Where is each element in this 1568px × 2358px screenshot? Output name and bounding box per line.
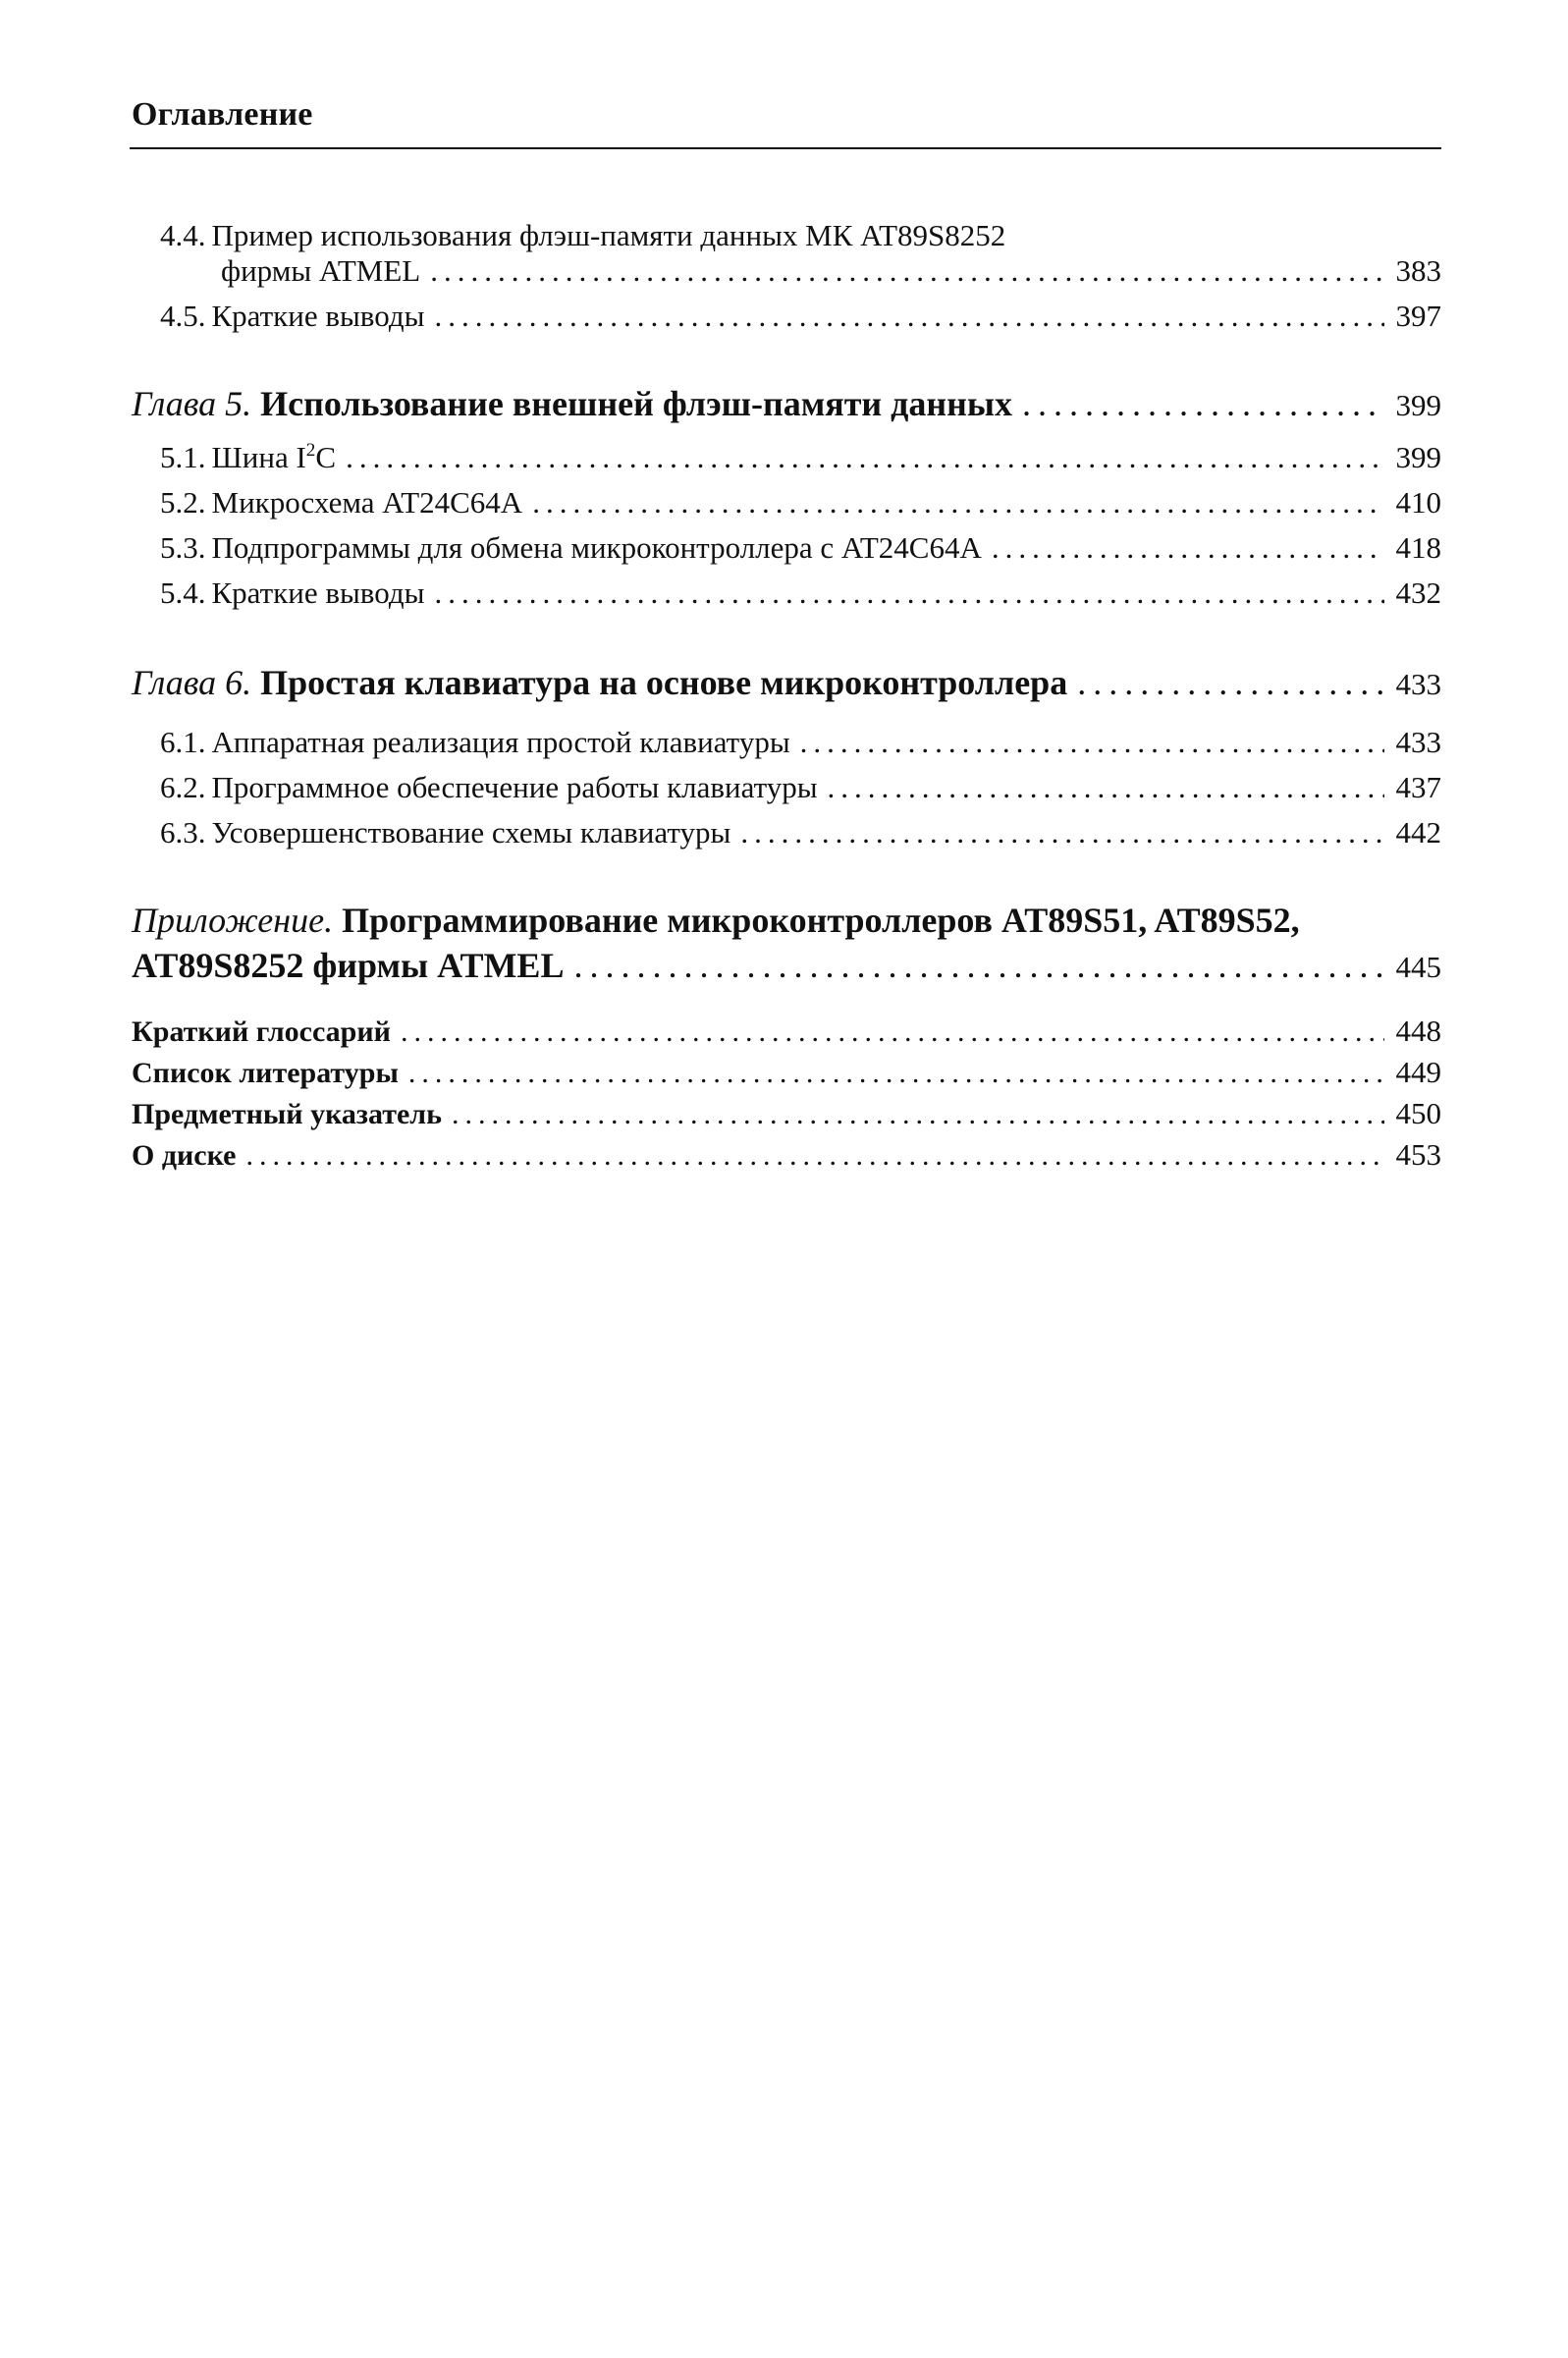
- toc-entry-5-4[interactable]: [160, 576, 1441, 611]
- section-number: 5.3.: [160, 530, 206, 565]
- dot-leader: [992, 530, 1384, 566]
- page-number: 397: [1395, 299, 1441, 333]
- section-number: 6.1.: [160, 725, 206, 759]
- toc-entry-4-5[interactable]: [160, 299, 1441, 334]
- toc-entry-6-3[interactable]: [160, 815, 1441, 850]
- dot-leader: [346, 440, 1384, 475]
- section-number: 6.2.: [160, 770, 206, 804]
- page-number: 449: [1395, 1055, 1441, 1089]
- dot-leader: [408, 1057, 1384, 1090]
- page-number: 450: [1395, 1096, 1441, 1130]
- section-number: 4.5.: [160, 299, 206, 333]
- dot-leader: [1022, 383, 1384, 424]
- dot-leader: [452, 1098, 1384, 1131]
- section-title: Краткие выводы: [211, 576, 425, 610]
- section-number: 6.3.: [160, 815, 206, 850]
- section-number: 5.4.: [160, 576, 206, 610]
- section-title: Шина $I^2C$: [211, 440, 337, 474]
- dot-leader: [532, 485, 1384, 521]
- page-number: 432: [1395, 576, 1441, 610]
- toc-entry-6-1[interactable]: [160, 725, 1441, 760]
- dot-leader: [828, 770, 1384, 805]
- appendix-label: Приложение.: [132, 901, 334, 940]
- toc-entry-6-2[interactable]: [160, 770, 1441, 805]
- section-title: Подпрограммы для обмена микроконтроллера с AT24C64A: [211, 530, 982, 565]
- page-number: 448: [1395, 1014, 1441, 1048]
- page-number: 383: [1395, 253, 1441, 288]
- toc-appendix-line1[interactable]: [132, 900, 1300, 941]
- page-number: 433: [1395, 725, 1441, 759]
- back-matter-title: Список литературы: [132, 1057, 399, 1089]
- chapter-label: Глава 5.: [132, 384, 252, 423]
- dot-leader: [401, 1015, 1384, 1049]
- section-number: 5.1.: [160, 440, 206, 474]
- page-number: 437: [1395, 770, 1441, 804]
- dot-leader: [800, 725, 1384, 760]
- page-number: 442: [1395, 815, 1441, 850]
- chapter-label: Глава 6.: [132, 663, 252, 702]
- page-number: 410: [1395, 485, 1441, 520]
- back-matter-title: Предметный указатель: [132, 1098, 442, 1130]
- page-number: 418: [1395, 530, 1441, 565]
- section-title-continued: фирмы ATMEL: [221, 253, 421, 288]
- page-number: 399: [1395, 440, 1441, 474]
- section-title: Краткие выводы: [211, 299, 425, 333]
- section-title: Усовершенствование схемы клавиатуры: [211, 815, 731, 850]
- toc-appendix[interactable]: [132, 945, 1441, 986]
- chapter-title: Простая клавиатура на основе микроконтроллера: [260, 663, 1068, 702]
- dot-leader: [430, 253, 1384, 289]
- toc-literature[interactable]: [132, 1055, 1441, 1090]
- running-head: Оглавление: [132, 96, 313, 133]
- page-number: 433: [1395, 667, 1441, 701]
- toc-entry-5-3[interactable]: [160, 530, 1441, 566]
- dot-leader: [434, 576, 1384, 611]
- page-number: 445: [1395, 950, 1441, 984]
- dot-leader: [434, 299, 1384, 334]
- toc-entry-4-4-line1[interactable]: [160, 218, 1005, 253]
- dot-leader: [245, 1139, 1384, 1173]
- page-number: 453: [1395, 1137, 1441, 1172]
- toc-index[interactable]: [132, 1096, 1441, 1131]
- appendix-title-continued: AT89S8252 фирмы ATMEL: [132, 946, 565, 985]
- section-number: 4.4.: [160, 218, 206, 252]
- header-rule: [130, 147, 1441, 149]
- dot-leader: [1077, 662, 1384, 703]
- toc-chapter-5[interactable]: [132, 383, 1441, 424]
- section-title: Аппаратная реализация простой клавиатуры: [211, 725, 790, 759]
- page-number: 399: [1395, 388, 1441, 422]
- toc-entry-4-4[interactable]: [221, 253, 1441, 289]
- back-matter-title: О диске: [132, 1139, 237, 1172]
- toc-entry-5-2[interactable]: [160, 485, 1441, 521]
- toc-disc[interactable]: [132, 1137, 1441, 1173]
- section-number: 5.2.: [160, 485, 206, 520]
- appendix-title: Программирование микроконтроллеров AT89S51, AT89S52,: [342, 901, 1300, 940]
- dot-leader: [573, 945, 1384, 986]
- section-title: Пример использования флэш-памяти данных МК AT89S8252: [211, 218, 1006, 252]
- section-title: Программное обеспечение работы клавиатуры: [211, 770, 818, 804]
- back-matter-title: Краткий глоссарий: [132, 1015, 391, 1048]
- toc-entry-5-1[interactable]: [160, 440, 1441, 475]
- toc-chapter-6[interactable]: [132, 662, 1441, 703]
- toc-glossary[interactable]: [132, 1014, 1441, 1049]
- dot-leader: [740, 815, 1384, 850]
- section-title: Микросхема AT24C64A: [211, 485, 523, 520]
- chapter-title: Использование внешней флэш-памяти данных: [260, 384, 1012, 423]
